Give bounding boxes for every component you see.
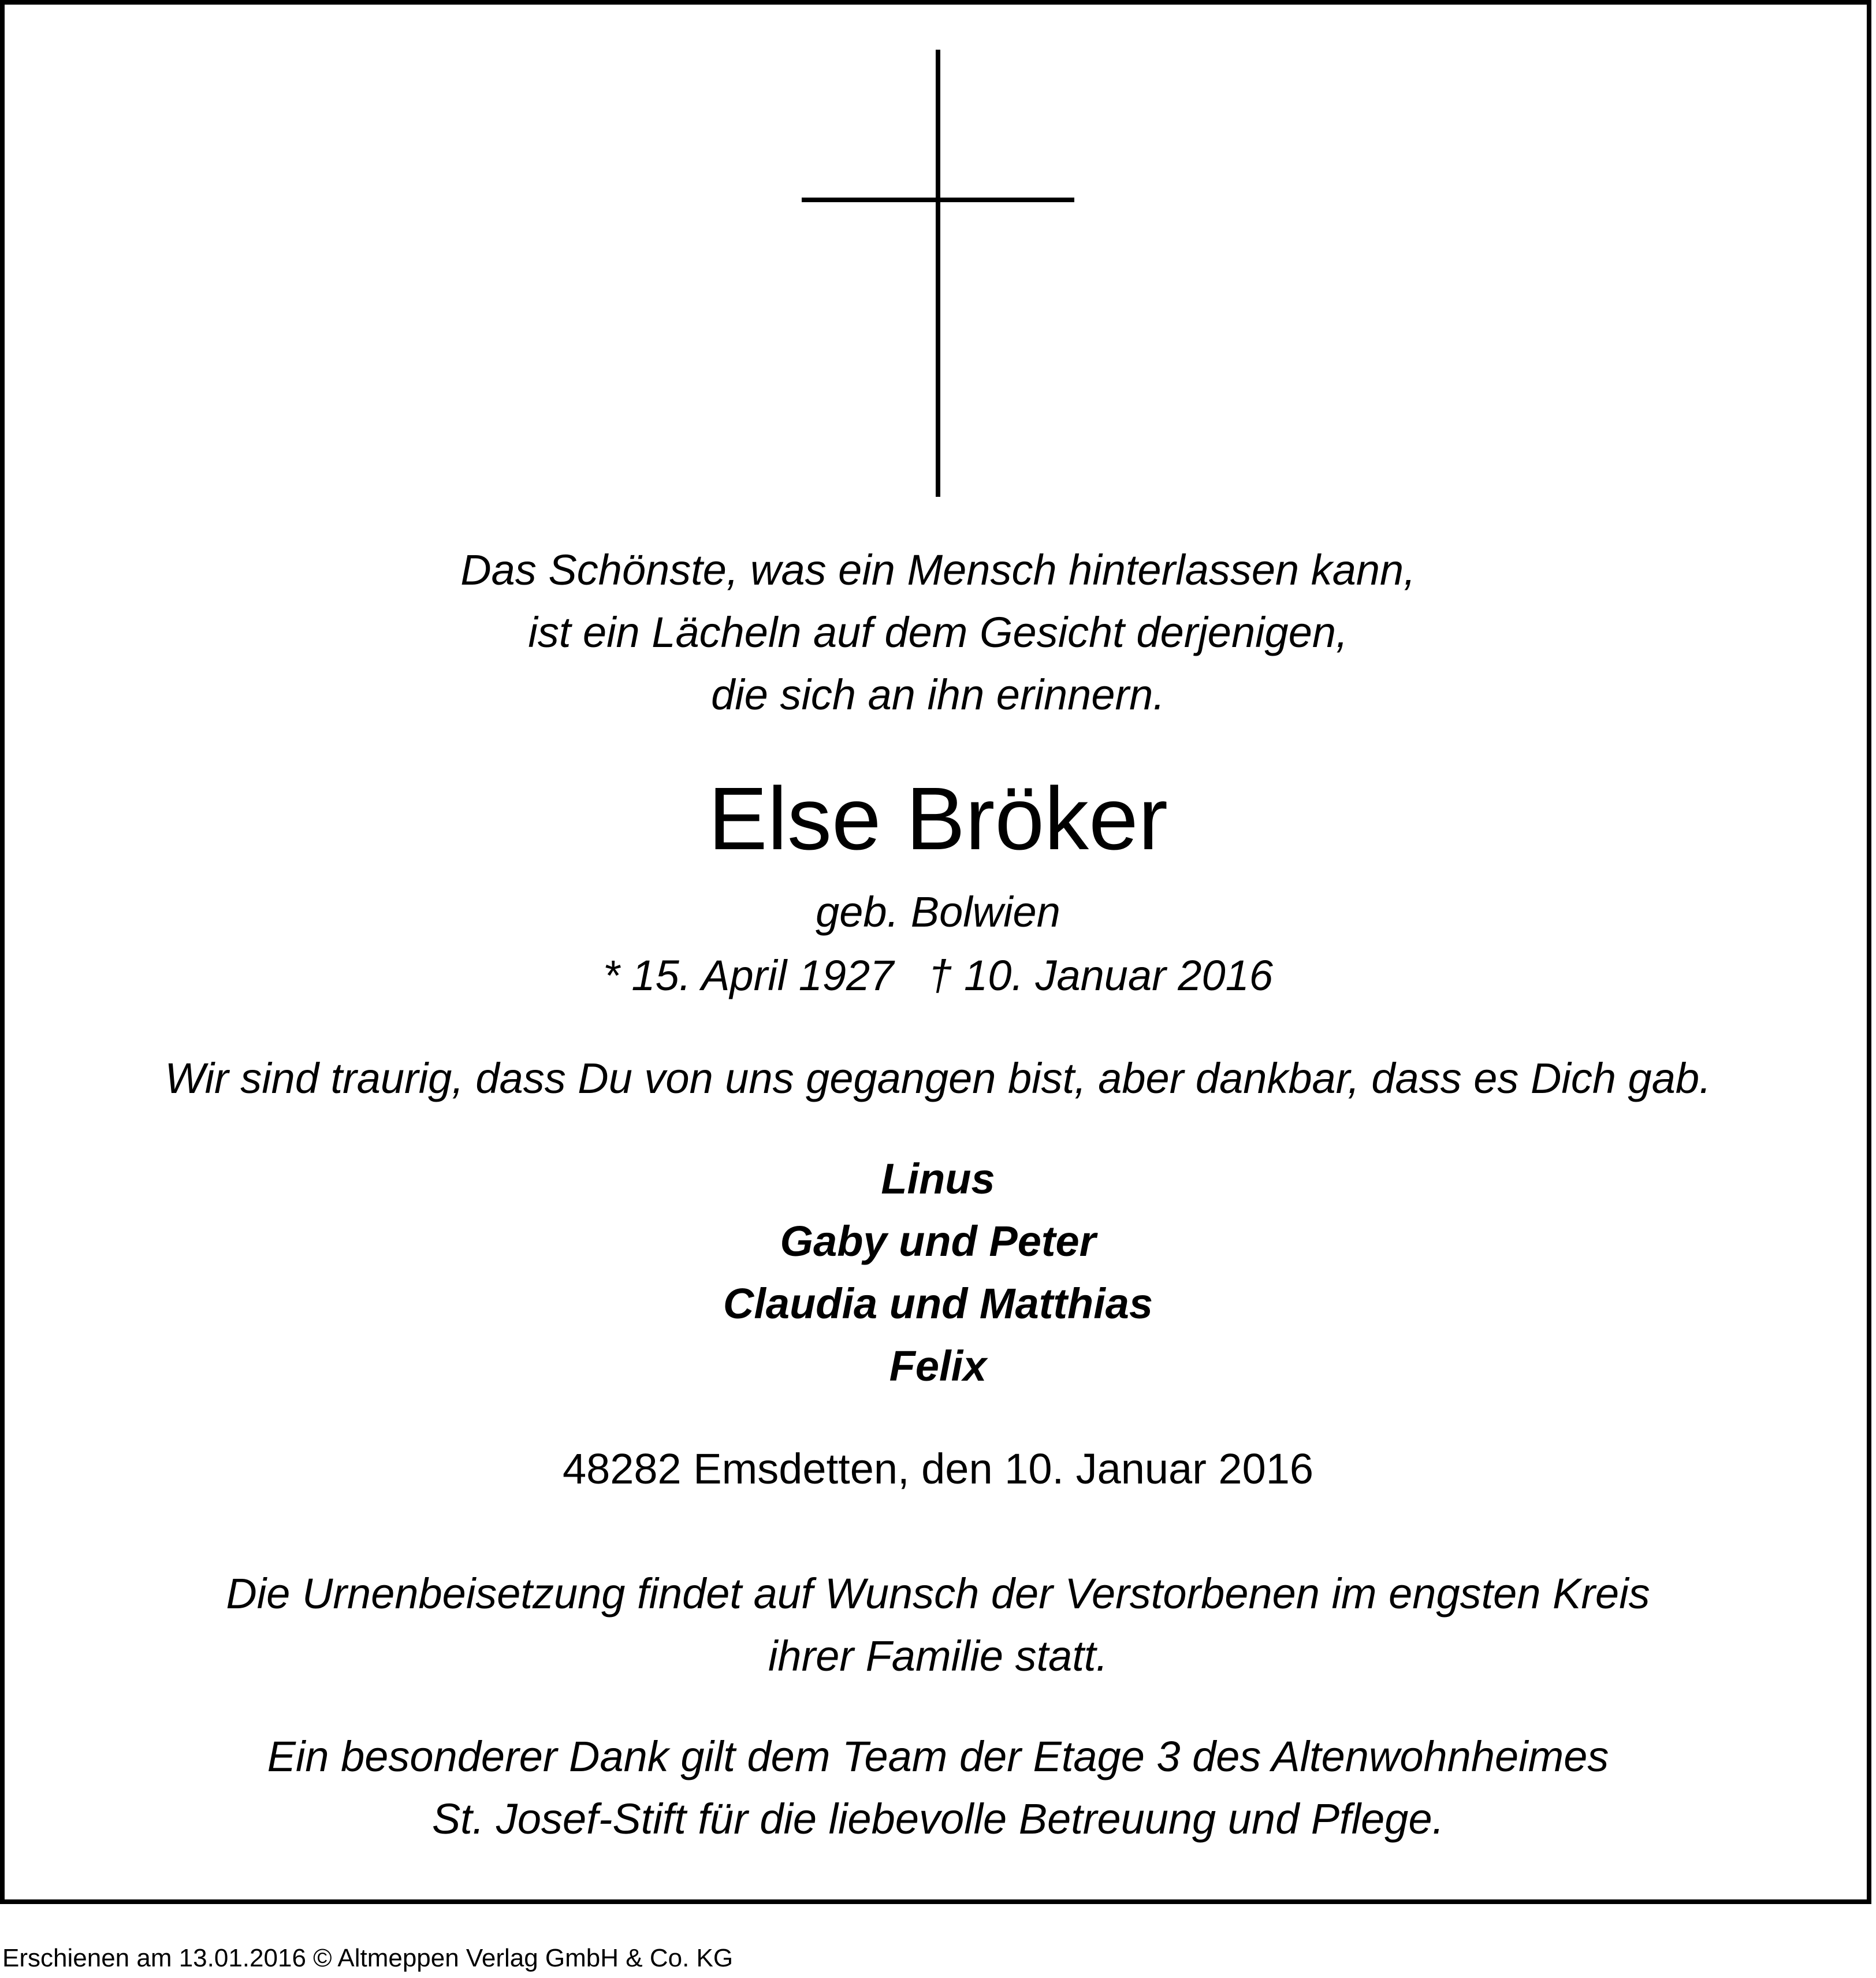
death-date: † 10. Januar 2016 bbox=[928, 951, 1273, 999]
publication-footer: Erschienen am 13.01.2016 © Altmeppen Verlag GmbH & Co. KG bbox=[2, 1944, 734, 1972]
quote-line-3: die sich an ihn erinnern. bbox=[711, 671, 1165, 719]
mourner: Claudia und Matthias bbox=[723, 1280, 1153, 1328]
life-dates bbox=[0, 951, 1876, 999]
burial-note-line-1: Die Urnenbeisetzung findet auf Wunsch der Verstorbenen im engsten Kreis bbox=[226, 1570, 1650, 1618]
mourner: Linus bbox=[881, 1155, 995, 1203]
burial-note-line-2: ihrer Familie statt. bbox=[768, 1632, 1108, 1680]
mourner: Gaby und Peter bbox=[780, 1217, 1096, 1265]
place-date: 48282 Emsdetten, den 10. Januar 2016 bbox=[562, 1445, 1314, 1493]
quote-line-1: Das Schönste, was ein Mensch hinterlassen kann, bbox=[460, 546, 1416, 594]
thanks-line-2: St. Josef-Stift für die liebevolle Betreuung und Pflege. bbox=[431, 1795, 1445, 1843]
thanks-line-1: Ein besonderer Dank gilt dem Team der Etage 3 des Altenwohnheimes bbox=[267, 1732, 1609, 1780]
mourner: Felix bbox=[889, 1342, 987, 1390]
quote-line-2: ist ein Lächeln auf dem Gesicht derjenigen, bbox=[528, 608, 1348, 656]
birth-date: * 15. April 1927 bbox=[603, 951, 894, 999]
birth-name: geb. Bolwien bbox=[816, 888, 1060, 936]
mourning-message: Wir sind traurig, dass Du von uns gegangen bist, aber dankbar, dass es Dich gab. bbox=[165, 1054, 1711, 1102]
deceased-name: Else Bröker bbox=[708, 769, 1168, 868]
cross-icon bbox=[0, 0, 1876, 520]
